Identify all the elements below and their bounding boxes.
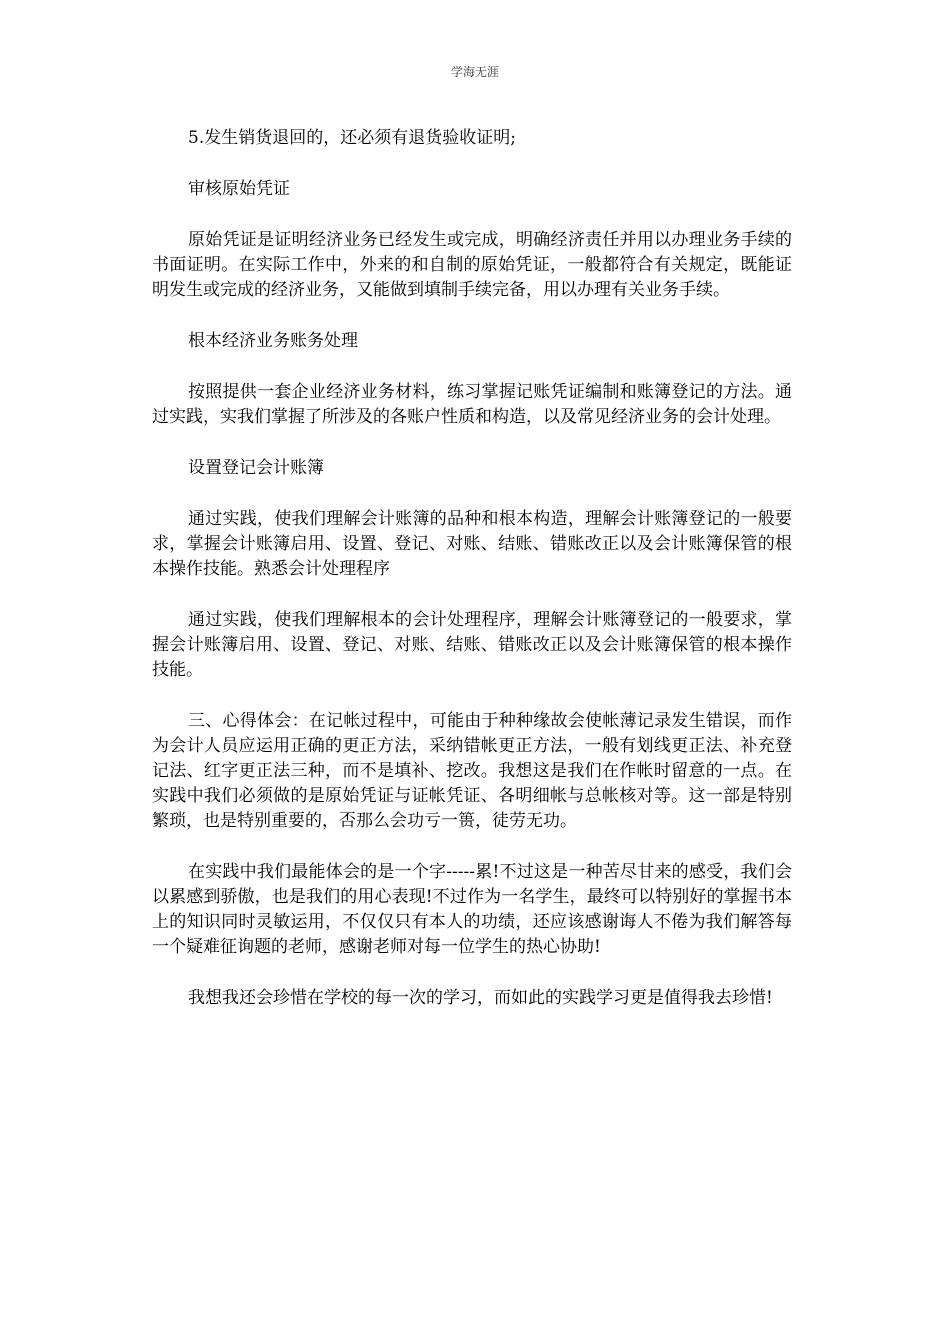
paragraph-account-books: 通过实践，使我们理解会计账簿的品种和根本构造，理解会计账簿登记的一般要求，掌握会计账簿启用、设置、登记、对账、结账、错账改正以及会计账簿保管的根本操作技能。熟悉会计处理程序 <box>152 509 792 579</box>
heading-basic-accounting: 根本经济业务账务处理 <box>188 331 358 351</box>
document-body <box>152 126 792 1037</box>
paragraph-sales-return: 5.发生销货退回的，还必须有退货验收证明; <box>188 128 516 148</box>
paragraph-closing: 我想我还会珍惜在学校的每一次的学习，而如此的实践学习更是值得我去珍惜! <box>188 988 773 1008</box>
heading-review-vouchers: 审核原始凭证 <box>188 179 290 199</box>
page-header: 学海无涯 <box>450 65 499 79</box>
paragraph-processing-procedure: 通过实践，使我们理解根本的会计处理程序，理解会计账簿登记的一般要求，掌握会计账簿启用、设置、登记、对账、结账、错账改正以及会计账簿保管的根本操作技能。 <box>152 610 792 680</box>
paragraph-original-vouchers: 原始凭证是证明经济业务已经发生或完成，明确经济责任并用以办理业务手续的书面证明。在实际工作中，外来的和自制的原始凭证，一般都符合有关规定，既能证明发生或完成的经济业务，又能做到填制手续完备，用以办理有关业务手续。 <box>152 230 792 300</box>
paragraph-experience: 三、心得体会：在记帐过程中，可能由于种种缘故会使帐薄记录发生错误，而作为会计人员应运用正确的更正方法，采纳错帐更正方法，一般有划线更正法、补充登记法、红字更正法三种，而不是填补、挖改。我想这是我们在作帐时留意的一点。在实践中我们必须做的是原始凭证与证帐凭证、各明细帐与总帐核对等。这一部是特别繁琐，也是特别重要的，否那么会功亏一篑，徒劳无功。 <box>152 711 792 831</box>
paragraph-practice-reflection: 在实践中我们最能体会的是一个字-----累!不过这是一种苦尽甘来的感受，我们会以累感到骄傲，也是我们的用心表现!不过作为一名学生，最终可以特别好的掌握书本上的知识同时灵敏运用，不仅仅只有本人的功绩，还应该感谢诲人不倦为我们解答每一个疑难征询题的老师，感谢老师对每一位学生的热心协助! <box>152 862 792 957</box>
paragraph-basic-accounting: 按照提供一套企业经济业务材料，练习掌握记账凭证编制和账簿登记的方法。通过实践，实我们掌握了所涉及的各账户性质和构造，以及常见经济业务的会计处理。 <box>152 382 792 427</box>
heading-account-books: 设置登记会计账簿 <box>188 458 324 478</box>
